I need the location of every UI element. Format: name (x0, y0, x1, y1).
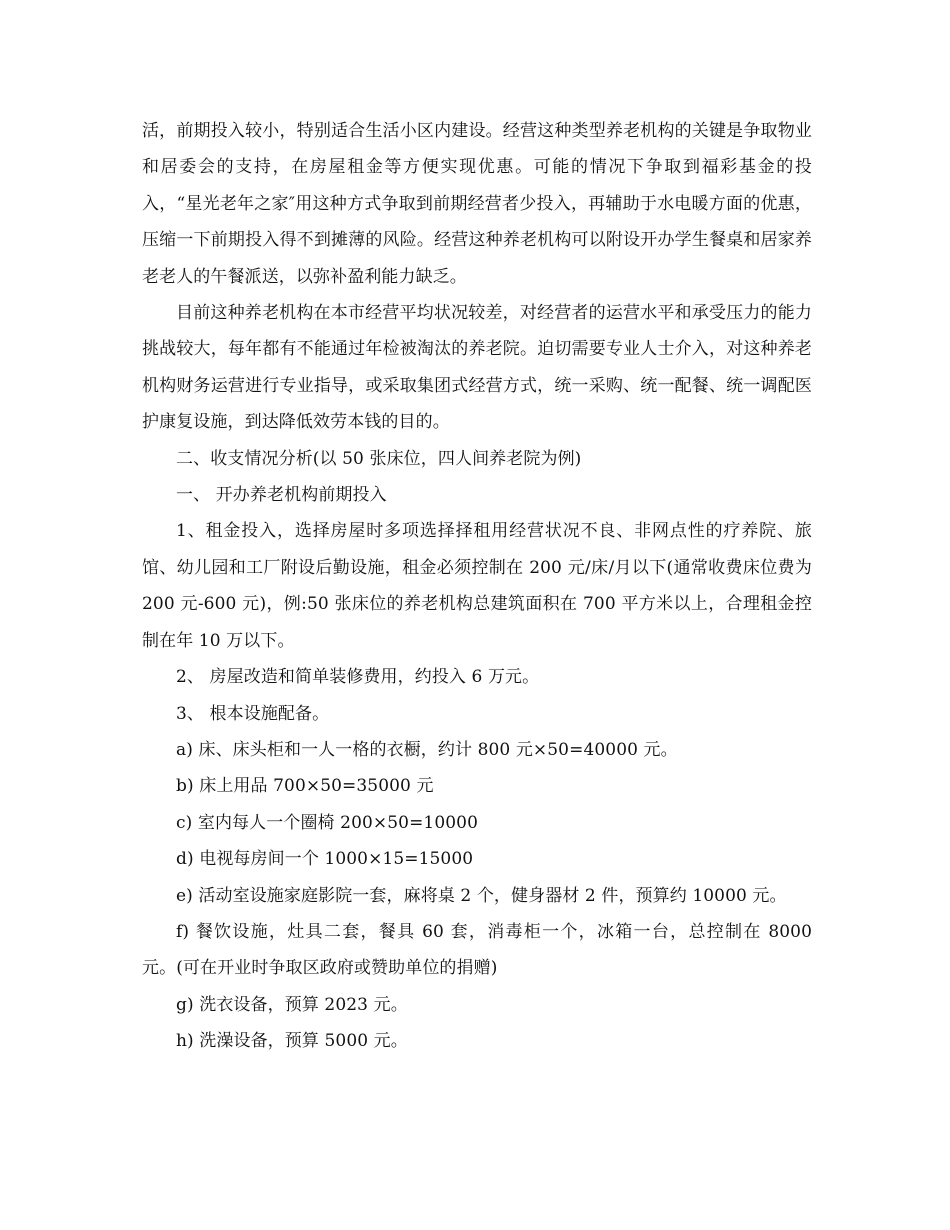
paragraph-continuation: 活，前期投入较小，特别适合生活小区内建设。经营这种类型养老机构的关键是争取物业和居委会的支持，在房屋租金等方便实现优惠。可能的情况下争取到福彩基金的投入，“星光老年之家″用这种方式争取到前期经营者少投入，再辅助于水电暖方面的优惠，压缩一下前期投入得不到摊薄的风险。经营这种养老机构可以附设开办学生餐桌和居家养老老人的午餐派送，以弥补盈利能力缺乏。 (142, 121, 812, 287)
list-item-armchairs: c) 室内每人一个圈椅 200×50=10000 (176, 812, 479, 833)
paragraph-rent-investment: 1、租金投入，选择房屋时多项选择择租用经营状况不良、非网点性的疗养院、旅馆、幼儿园和工厂附设后勤设施，租金必须控制在 200 元/床/月以下(通常收费床位费为 200 元-600 元)，例:50 张床位的养老机构总建筑面积在 700 平方米以上，合理租金控制在年 10 万以下。 (142, 521, 812, 651)
list-item-bedding: b) 床上用品 700×50=35000 元 (176, 776, 434, 797)
document-body (142, 113, 812, 1060)
subheading-initial-investment: 一、 开办养老机构前期投入 (176, 485, 387, 506)
section-heading-income-expense: 二、收支情况分析(以 50 张床位，四人间养老院为例) (176, 448, 582, 469)
paragraph-current-situation: 目前这种养老机构在本市经营平均状况较差，对经营者的运营水平和承受压力的能力挑战较大，每年都有不能通过年检被淘汰的养老院。迫切需要专业人士介入，对这种养老机构财务运营进行专业指导，或采取集团式经营方式，统一采购、统一配餐、统一调配医护康复设施，到达降低效劳本钱的目的。 (142, 303, 812, 433)
list-item-activity-room: e) 活动室设施家庭影院一套，麻将桌 2 个，健身器材 2 件，预算约 10000 元。 (176, 885, 787, 906)
paragraph-basic-facilities: 3、 根本设施配备。 (176, 703, 330, 724)
list-item-catering: f) 餐饮设施，灶具二套，餐具 60 套，消毒柜一个，冰箱一台，总控制在 8000 元。(可在开业时争取区政府或赞助单位的捐赠) (142, 921, 812, 979)
list-item-televisions: d) 电视每房间一个 1000×15=15000 (176, 849, 474, 870)
paragraph-renovation-cost: 2、 房屋改造和简单装修费用，约投入 6 万元。 (176, 667, 540, 688)
list-item-bathing: h) 洗澡设备，预算 5000 元。 (176, 1031, 408, 1052)
list-item-furniture: a) 床、床头柜和一人一格的衣橱，约计 800 元×50=40000 元。 (176, 739, 678, 760)
list-item-laundry: g) 洗衣设备，预算 2023 元。 (176, 994, 408, 1015)
